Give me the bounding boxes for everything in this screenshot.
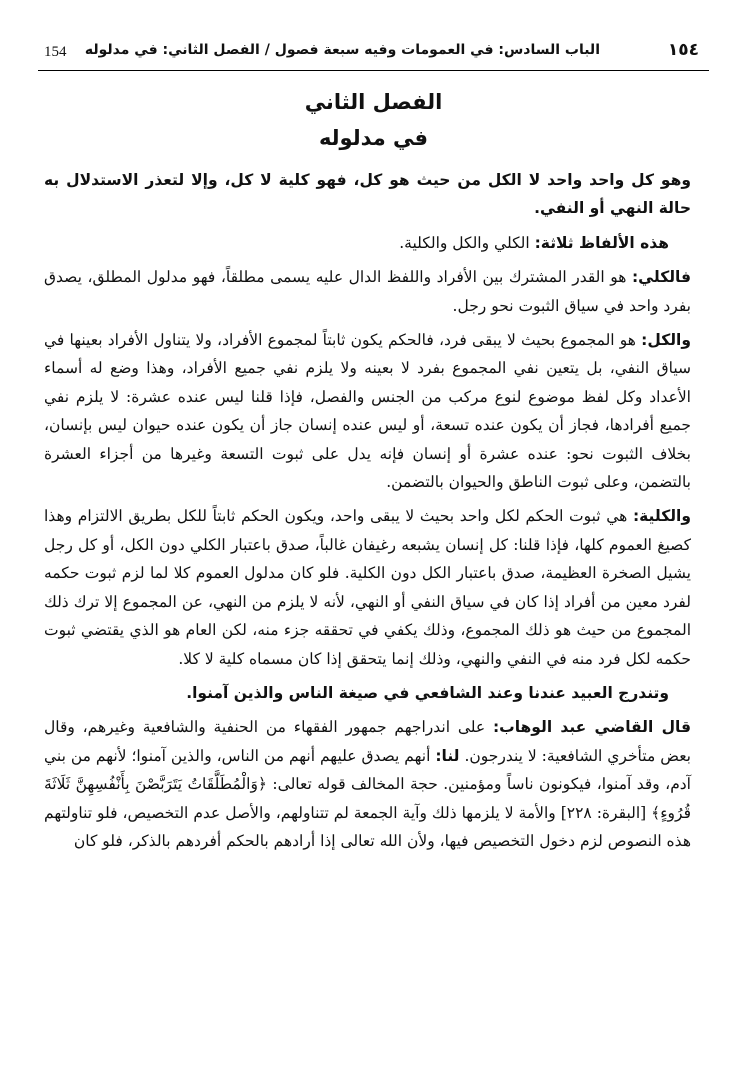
- term-label: فالكلي:: [631, 268, 691, 287]
- paragraph-intro: وهو كل واحد واحد لا الكل من حيث هو كل، فهو كلية لا كل، وإلا لتعذر الاستدلال به حالة النهي أو النفي.: [44, 171, 691, 218]
- running-header: الباب السادس: في العمومات وفيه سبعة فصول / الفصل الثاني: في مدلوله: [84, 42, 600, 58]
- chapter-subtitle: في مدلوله: [318, 126, 429, 150]
- page-number-latin: 154: [44, 44, 67, 60]
- paragraph-text: أنهم يصدق عليهم أنهم من الناس، والذين آمنوا؛ لأنهم من بني آدم، وقد آمنوا، فيكونون ناساً ومؤمنين. حجة المخالف قوله تعالى: ﴿وَالْمُطَلَّقَاتُ يَتَرَبَّصْنَ بِأَنْفُسِهِنَّ ثَلَاثَةَ قُرُوءٍ﴾ [البقرة: ٢٢٨] والأمة لا يلزمها ذلك وآية الجمعة لم تتناولهم، والأصل عدم التخصيص، فلو تناولتهم هذه النصوص لزم دخول التخصيص فيها، ولأن الله تعالى إذا أرادهم بالحكم أفردهم بالذكر، فلو كان: [44, 746, 691, 850]
- term-label: هذه الألفاظ ثلاثة:: [534, 233, 669, 252]
- paragraph-kulliyya: [44, 502, 691, 672]
- term-label: قال القاضي عبد الوهاب:: [492, 718, 691, 737]
- paragraph-kull: [44, 326, 691, 496]
- paragraph-text: هو المجموع بحيث لا يبقى فرد، فالحكم يكون ثابتاً لمجموع الأفراد، ولا يتناول الأفراد بعينها في سياق النفي، بل يتعين نفي المجموع بفرد لا بعينه ولا يلزم نفي جميع الأفراد، وهذا وضع له أسماء الأعداد وكل لفظ موضوع لنوع مركب من الجنس والفصل، فإذا قلنا ليس عنده عشرة: لا يلزم نفي جميع أفرادها، فجاز أن يكون عنده تسعة، أو ليس عنده إنسان جاز أن يكون عنده حيوان ليس بإنسان، بخلاف الثبوت نحو: عنده عشرة أو إنسان فإنه يدل على ثبوت التسعة وغيرها من أجزاء العشرة بالتضمن، وعلى ثبوت الناطق والحيوان بالتضمن.: [44, 331, 691, 492]
- paragraph-qadi: [44, 713, 691, 855]
- body-text: [44, 166, 691, 861]
- paragraph-slaves: وتندرج العبيد عندنا وعند الشافعي في صيغة الناس والذين آمنوا.: [186, 683, 669, 702]
- paragraph-text: هو القدر المشترك بين الأفراد واللفظ الدال عليه يسمى مطلقاً، فهو مدلول المطلق، يصدق بفرد واحد في سياق الثبوت نحو رجل.: [44, 268, 691, 315]
- paragraph-text: هي ثبوت الحكم لكل واحد بحيث لا يبقى واحد، ويكون الحكم ثابتاً للكل بطريق الالتزام وهذا كصيغ العموم كلها، فإذا قلنا: كل إنسان يشبعه رغيفان غالباً، صدق باعتبار الكلي دون الكل، أو كل رجل يشيل الصخرة العظيمة، صدق باعتبار الكل دون الكلية. فلو كان مدلول العموم كلا لما لزم ثبوت حكمه لفرد معين من أفراد إذا كان في سياق النفي أو النهي، لأنه لا يلزم من النهي، عن المجموع إلا ترك ذلك المجموع من حيث هو ذلك المجموع، وذلك يكفي في تحققه جزء منه، لكن العام هو الذي يقتضي ثبوت حكمه لكل فرد منه في النفي والنهي، وذلك إنما يتحقق إذا كان مسماه كلية لا كلا.: [44, 507, 691, 668]
- paragraph-kulli: [44, 263, 691, 320]
- paragraph-text: الكلي والكل والكلية.: [399, 233, 535, 252]
- term-label-lana: لنا:: [435, 746, 460, 765]
- term-label: والكلية:: [632, 507, 691, 526]
- term-label: والكل:: [641, 331, 691, 350]
- paragraph-three-terms: [44, 229, 691, 257]
- page-number-arabic: ١٥٤: [667, 40, 699, 60]
- header-divider: [38, 70, 709, 71]
- paragraph-text: على اندراجهم جمهور الفقهاء من الحنفية والشافعية وغيرهم، وقال بعض متأخري الشافعية: لا يندرجون.: [44, 718, 691, 765]
- chapter-title: الفصل الثاني: [304, 90, 443, 114]
